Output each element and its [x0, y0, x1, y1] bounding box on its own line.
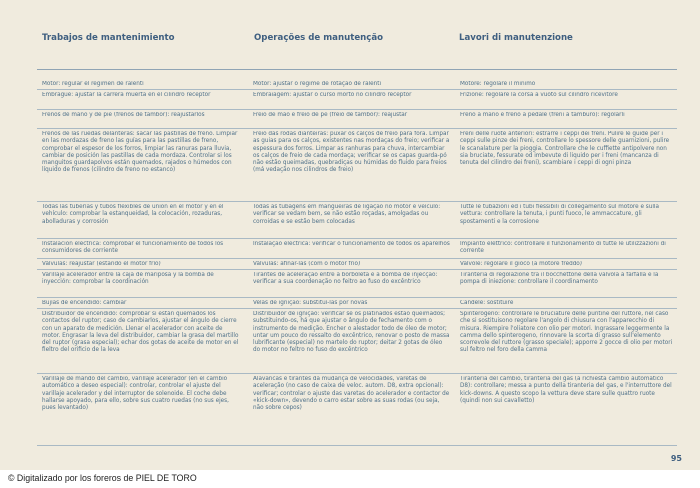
table-row	[37, 298, 677, 309]
cell-spanish: Válvulas: reajustar (estando el motor frío)	[42, 261, 161, 267]
cell-italian: Motore: regolare il minimo	[460, 81, 536, 87]
table-row	[37, 79, 677, 90]
page-number: 95	[670, 454, 682, 463]
table-row	[37, 374, 677, 446]
cell-spanish: Varillaje de mando del cambio, varillaje acelerador (en el cambio automático a deseo especial): controlar, controlar el ajuste del varillaje acelerador y del interruptor de solenoide. El coche debe hallarse apoyado, para ello, sobre sus cuatro ruedas (no sus ejes, pues levantado)	[42, 376, 229, 411]
cell-portuguese: Instalação eléctrica: verificar o funcionamento de todos os aparelhos	[253, 241, 450, 247]
table-row	[37, 110, 677, 129]
table-row	[37, 259, 677, 270]
column-header-portuguese: Operações de manutenção	[254, 33, 384, 43]
cell-italian: Tiranteria di regolazione tra il bocchettone della valvola a farfalla e la pompa di iniezione: controllare il coordinamento	[460, 272, 659, 286]
cell-spanish: Instalación eléctrica: comprobar el funcionamiento de todos los consumidores de corriente	[42, 241, 224, 255]
cell-portuguese: Freio de mão e freio de pé (freio de tambor): reajustar	[253, 112, 408, 118]
cell-portuguese: Velas de ignição: substituí-las por novas	[253, 300, 368, 306]
cell-spanish: Varillaje acelerador entre la caja de mariposa y la bomba de inyección: comprobar la coordinación	[42, 272, 214, 286]
cell-portuguese: Motor: ajustar o regime de rotação de ralenti	[253, 81, 382, 87]
cell-italian: Freno a mano e freno a pedale (freni a tamburo): regolarli	[460, 112, 625, 118]
table-row	[37, 90, 677, 110]
cell-italian: Valvole: regolare il gioco (a motore freddo)	[460, 261, 582, 267]
cell-italian: Freni delle ruote anteriori: estrarre i ceppi dei freni. Pulire le guide per i ceppi sulle pinze dei freni, controllare lo spessore delle guarnizioni, pulire le scanalature per la pioggia. Controllare che le cuffiette antipolvere non sia bruciate, fessurate od imbevute di liquido per i freni (mancanza di tenuta del cilindro dei freni), scambiare i ceppi di ogni pinza	[460, 131, 670, 166]
cell-portuguese: Tirantes de aceleração entre a borboleta e a bomba de injecção: verificar a sua coordenação no feitro ao fuso do excêntrico	[253, 272, 438, 286]
cell-portuguese: Válvulas: afinar-las (com o motor frio)	[253, 261, 361, 267]
cell-italian: Tiranteria del cambio, tiranteria del gas (a richiesta cambio automatico D8): controllare; messa a punto della tiranteria del gas, e l'interruttore del kick-downs. A questo scopo la vettura deve stare sulle quattro ruote (quindi non sui cavalletto)	[460, 376, 672, 404]
table-row	[37, 270, 677, 298]
cell-spanish: Embrague: ajustar la carrera muerta en el cilindro receptor	[42, 92, 211, 98]
scan-credit-footer	[0, 470, 700, 488]
cell-italian: Spinterogeno: controllare le bruciature delle puntine del ruttore, nel caso che si sostituisono regolare l'angolo di chiusura con l'apparecchio di misura. Riempire l'oliatore con olio per motori. Ingrassare leggermente la camma dello spinterogeno, rinnovare la scorta di grasso sull'elemento scorrevole del ruttore (grasso speciale); apporre 2 gocce di olio per motori sul feltro nel foro della camma	[460, 311, 673, 354]
cell-italian: Candele: sostituire	[460, 300, 514, 306]
cell-portuguese: Embraiagem: ajustar o curso morto no cilindro receptor	[253, 92, 412, 98]
cell-spanish: Motor: regular el régimen de ralentí	[42, 81, 144, 87]
cell-spanish: Frenos de mano y de pie (frenos de tambor): reajustarlos	[42, 112, 205, 118]
cell-italian: Frizione: regolare la corsa a vuoto sul cilindro ricevitore	[460, 92, 618, 98]
table-row	[37, 309, 677, 374]
table-row	[37, 239, 677, 259]
cell-portuguese: Freio das rodas dianteiras: puxar os calços de freio para fora. Limpar as guias para os calços, existentes nas mordaças do freio; verificar a espessura dos forros. Limpar as ranhuras para chuva, intercambiar os calços de freio de cada mordaça; verificar se os capas guarda-pó não estão queimadas, quebradiças ou húmidas do fluido para freios (má vedação nos cilindros de freio)	[253, 131, 450, 174]
cell-spanish: Todas las tuberías y tubos flexibles de unión en el motor y en el vehículo: comprobar la estanqueidad, la colocación, rozaduras, abolladuras y corrosión	[42, 204, 224, 225]
column-header-spanish: Trabajos de mantenimiento	[42, 33, 175, 43]
cell-spanish: Frenos de las ruedas delanteras: sacar las pastillas de freno. Limpiar en las mordazas de freno las guías para las pastillas de freno, comprobar el espesor de los forros, limpiar las ranuras para lluvia, cambiar de posición las pastillas de cada mordaza. Controlar si los manguitos guardapolvos están quemados, rajados o húmedos con líquido de frenos (cilindro de freno no estanco)	[42, 131, 238, 174]
cell-portuguese: Distribuidor de ignição: verificar se os platinados estão queimados; substituindo-os, há que ajustar o ângulo de fechamento com o instrumento de medição. Encher o alestador todo de óleo de motor; untar um pouco do ressalto do excêntrico, renovar o posto de massa lubrificante (especial) no martelo do ruptor; deitar 2 gotas de óleo do motor no feltro no fuso do excêntrico	[253, 311, 450, 354]
column-header-italian: Lavori di manutenzione	[459, 33, 573, 43]
cell-italian: Tutte le tubazioni ed i tubi flessibili di collegamento sul motore e sulla vettura: controllare la tenuta, i punti fuoco, le ammaccature, gli spostamenti e la corrosione	[460, 204, 659, 225]
cell-spanish: Bujías de encendido: cambiar	[42, 300, 127, 306]
table-row	[37, 129, 677, 202]
cell-spanish: Distribuidor de encendido: comprobar si están quemados los contactos del ruptor; caso de cambiarlos, ajustar el ángulo de cierre con un aparato de medición. Llenar el acelerador con aceite de motor. Engrasar la leva del distribuidor, cambiar la grasa del martillo del ruptor (grasa especial); echar dos gotas de aceite de motor en el fieltro del orificio de la leva	[42, 311, 239, 354]
scan-credit-text: © Digitalizado por los foreros de PIEL DE TORO	[8, 473, 197, 483]
table-row	[37, 202, 677, 239]
cell-portuguese: Todas as tubagens em mangueiras de ligação no motor e veículo: verificar se vedam bem, se não estão roçadas, amolgadas ou corroidas e se estão bem colocadas	[253, 204, 441, 225]
header-divider	[37, 69, 677, 70]
cell-italian: Impianto elettrico: controllare il funzionamento di tutte le utilizzazioni di corrente	[460, 241, 666, 255]
cell-portuguese: Alavancas e tirantes da mudança de velocidades, varetas de aceleração (no caso de caixa de veloc. autom. D8, extra opcional): verificar; controlar o ajuste das varetas do acelerador e contactor de «kick-down», devendo o carro estar sobre as suas rodas (ou seja, não sobre cepos)	[253, 376, 450, 411]
